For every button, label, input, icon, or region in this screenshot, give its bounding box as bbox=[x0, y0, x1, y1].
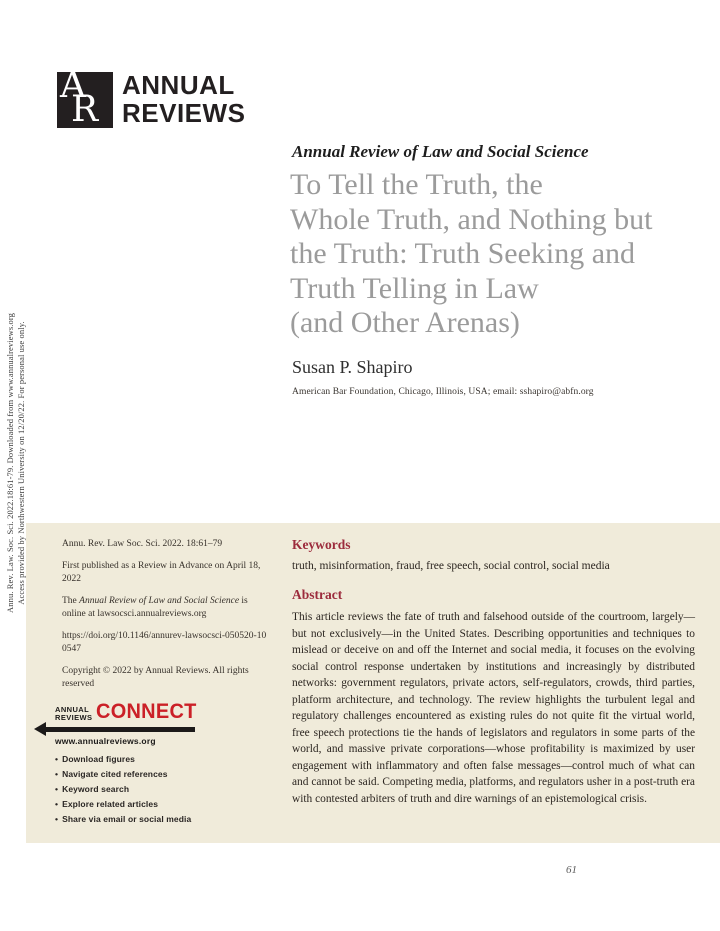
connect-url: www.annualreviews.org bbox=[55, 736, 156, 746]
list-item: • Navigate cited references bbox=[55, 769, 168, 779]
connect-title: CONNECT bbox=[96, 700, 198, 723]
keywords-text: truth, misinformation, fraud, free speech, social control, social media bbox=[292, 560, 610, 572]
abstract-text: This article reviews the fate of truth and falsehood outside of the courtroom, largely—but not exclusively—in the United States. Describing opportunities and techniques to mislead or deceive on and off the Internet and social media, it focuses on the evolving social control response undertaken by institutions and increasingly by distributed networks: government regulators, private actors, self-regulators, crowds, third parties, platform architecture, and technology. The review highlights the turbulent legal and regulatory challenges encountered as existing rules do not quite fit the virtual world, free speech protections tie the hands of legislators and regulators in some parts of the world, and massive private corporations—whose profitability is maximized by user engagement with inflammatory and often false messages—control much of what can and cannot be said. Competing media, platforms, and regulators usher in a post-truth era with contested arbiters of truth and dire warnings of an epistemological crisis. bbox=[292, 611, 695, 805]
bullet-icon: • bbox=[55, 769, 59, 779]
abstract-heading: Abstract bbox=[292, 587, 343, 602]
annual-reviews-logo-icon bbox=[57, 72, 113, 128]
online-availability-note: The Annual Review of Law and Social Science is online at lawsocsci.annualreviews.org bbox=[62, 595, 248, 619]
annual-reviews-wordmark: ANNUAL REVIEWS bbox=[122, 70, 246, 128]
article-title-line: To Tell the Truth, the bbox=[290, 168, 543, 201]
library-access-strip bbox=[5, 235, 27, 691]
access-strip-line1: Annu. Rev. Law. Soc. Sci. 2022.18:61-79. Downloaded from www.annualreviews.org bbox=[5, 313, 15, 613]
doi-link: https://doi.org/10.1146/annurev-lawsocsci-050520-100547 bbox=[62, 630, 267, 654]
bullet-icon: • bbox=[55, 799, 59, 809]
article-title-line: Whole Truth, and Nothing but bbox=[290, 202, 653, 236]
abstract-column bbox=[292, 537, 695, 807]
logo-letter-r: R bbox=[71, 89, 99, 128]
journal-title-italic: Annual Review of Law and Social Science bbox=[79, 595, 240, 606]
article-title-line: Truth Telling in Law bbox=[290, 271, 539, 305]
left-arrow-icon bbox=[45, 727, 195, 732]
page-number: 61 bbox=[566, 864, 577, 876]
journal-reference: Annu. Rev. Law Soc. Sci. 2022. 18:61–79 bbox=[62, 539, 223, 549]
connect-header bbox=[55, 700, 205, 724]
list-item: • Keyword search bbox=[55, 784, 130, 794]
bullet-icon: • bbox=[55, 754, 59, 764]
connect-feature-list bbox=[55, 752, 205, 827]
article-title-line: the Truth: Truth Seeking and bbox=[290, 237, 636, 270]
article-title bbox=[290, 168, 710, 341]
list-item: • Share via email or social media bbox=[55, 814, 192, 824]
citation-block bbox=[62, 538, 270, 700]
keywords-heading: Keywords bbox=[292, 537, 351, 552]
connect-brand: ANNUAL REVIEWS bbox=[55, 705, 93, 722]
advance-publication-notice: First published as a Review in Advance on April 18, 2022 bbox=[62, 560, 261, 584]
bullet-icon: • bbox=[55, 814, 59, 824]
annual-reviews-connect-box bbox=[55, 700, 205, 827]
author-name: Susan P. Shapiro bbox=[292, 357, 413, 377]
article-title-line: (and Other Arenas) bbox=[290, 306, 520, 339]
logo-letter-a: A bbox=[60, 72, 86, 106]
series-title: Annual Review of Law and Social Science bbox=[292, 142, 589, 161]
bullet-icon: • bbox=[55, 784, 59, 794]
copyright-notice: Copyright © 2022 by Annual Reviews. All rights reserved bbox=[62, 665, 249, 689]
list-item: • Download figures bbox=[55, 754, 135, 764]
author-affiliation: American Bar Foundation, Chicago, Illinois, USA; email: sshapiro@abfn.org bbox=[292, 387, 594, 397]
access-strip-line2: Access provided by Northwestern University on 12/20/22. For personal use only. bbox=[16, 321, 26, 605]
list-item: • Explore related articles bbox=[55, 799, 159, 809]
